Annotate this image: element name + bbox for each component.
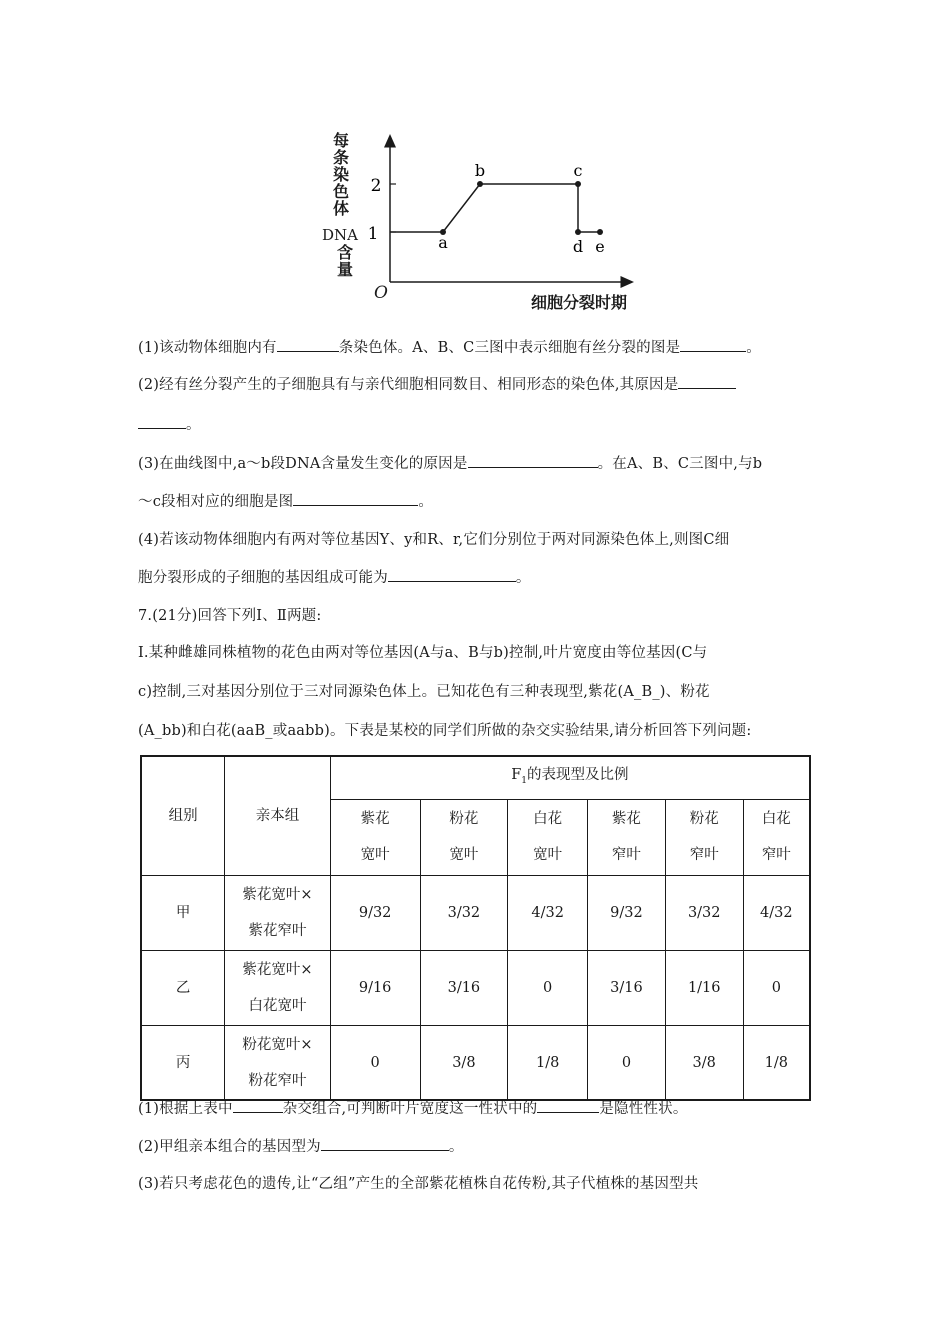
- answer-blank[interactable]: [537, 1098, 599, 1113]
- dna-curve: [390, 184, 600, 232]
- y-tick-2: 2: [370, 176, 382, 196]
- answer-blank[interactable]: [293, 491, 418, 506]
- parent-cell: 粉花宽叶× 粉花窄叶: [225, 1025, 331, 1100]
- value-cell: 3/32: [420, 875, 508, 950]
- graph-ylabel-dna: DNA: [322, 226, 358, 244]
- q6-4: (4)若该动物体细胞内有两对等位基因Y、y和R、r,它们分别位于两对同源染色体上,则图C细: [138, 532, 730, 548]
- q7-intro-2: c)控制,三对基因分别位于三对同源染色体上。已知花色有三种表现型,紫花(A_B_)、粉花: [138, 684, 710, 700]
- phenotype-cell: 紫花 宽叶: [330, 799, 420, 875]
- value-cell: 0: [508, 950, 588, 1025]
- header-f1: $F_1$的表现型及比例: [330, 756, 810, 799]
- value-cell: 3/32: [665, 875, 743, 950]
- answer-blank[interactable]: [277, 337, 339, 352]
- value-cell: 4/32: [743, 875, 810, 950]
- q6-2: (2)经有丝分裂产生的子细胞具有与亲代细胞相同数目、相同形态的染色体,其原因是: [138, 373, 736, 394]
- table-row: [141, 950, 810, 1025]
- graph-ylabel-bottom: 含 量: [336, 243, 353, 279]
- cross-results-table: [140, 755, 811, 1101]
- q7-heading: 7.(21分)回答下列Ⅰ、Ⅱ两题:: [138, 608, 322, 624]
- value-cell: 0: [743, 950, 810, 1025]
- q6-4-cont: 胞分裂形成的子细胞的基因组成可能为 。: [138, 566, 531, 587]
- answer-blank[interactable]: [388, 567, 516, 582]
- q7-intro-3: (A_bb)和白花(aaB_或aabb)。下表是某校的同学们所做的杂交实验结果,请分析回答下列问题:: [138, 723, 752, 739]
- answer-blank[interactable]: [468, 453, 598, 468]
- group-cell: 甲: [141, 875, 225, 950]
- phenotype-cell: 粉花 窄叶: [665, 799, 743, 875]
- table-row: [141, 1025, 810, 1100]
- phenotype-cell: 白花 宽叶: [508, 799, 588, 875]
- value-cell: 9/32: [330, 875, 420, 950]
- value-cell: 0: [330, 1025, 420, 1100]
- header-parent: 亲本组: [225, 756, 331, 875]
- answer-blank[interactable]: [321, 1136, 449, 1151]
- phenotype-cell: 粉花 宽叶: [420, 799, 508, 875]
- y-tick-1: 1: [367, 224, 379, 244]
- value-cell: 1/16: [665, 950, 743, 1025]
- graph-origin: O: [374, 283, 388, 303]
- value-cell: 0: [588, 1025, 666, 1100]
- q6-3-cont: ～c段相对应的细胞是图 。: [138, 490, 433, 511]
- value-cell: 4/32: [508, 875, 588, 950]
- q7-intro-1: Ⅰ.某种雌雄同株植物的花色由两对等位基因(A与a、B与b)控制,叶片宽度由等位基因(C与: [138, 645, 708, 661]
- point-b: [477, 181, 483, 187]
- label-a: a: [438, 233, 448, 252]
- value-cell: 3/16: [420, 950, 508, 1025]
- answer-blank[interactable]: [138, 414, 186, 429]
- phenotype-cell: 紫花 窄叶: [588, 799, 666, 875]
- dna-content-graph: [310, 125, 660, 315]
- value-cell: 1/8: [743, 1025, 810, 1100]
- value-cell: 9/32: [588, 875, 666, 950]
- value-cell: 3/8: [665, 1025, 743, 1100]
- table-row: [141, 875, 810, 950]
- point-c: [575, 181, 581, 187]
- label-c: c: [573, 161, 583, 180]
- header-group: 组别: [141, 756, 225, 875]
- label-b: b: [474, 161, 486, 180]
- phenotype-cell: 白花 窄叶: [743, 799, 810, 875]
- group-cell: 乙: [141, 950, 225, 1025]
- answer-blank[interactable]: [680, 337, 746, 352]
- q6-2-cont: 。: [138, 413, 201, 434]
- label-e: e: [595, 237, 605, 256]
- q7-2: (2)甲组亲本组合的基因型为 。: [138, 1135, 464, 1156]
- answer-blank[interactable]: [678, 374, 736, 389]
- q6-1: (1)该动物体细胞内有 条染色体。A、B、C三图中表示细胞有丝分裂的图是 。: [138, 336, 761, 357]
- graph-xlabel: 细胞分裂时期: [531, 293, 628, 312]
- point-e: [597, 229, 603, 235]
- value-cell: 3/16: [588, 950, 666, 1025]
- graph-ylabel-top: 每 条 染 色 体: [332, 131, 349, 218]
- label-d: d: [572, 237, 584, 256]
- value-cell: 1/8: [508, 1025, 588, 1100]
- group-cell: 丙: [141, 1025, 225, 1100]
- q7-1: (1)根据上表中 杂交组合,可判断叶片宽度这一性状中的 是隐性性状。: [138, 1097, 688, 1118]
- q7-3: (3)若只考虑花色的遗传,让“乙组”产生的全部紫花植株自花传粉,其子代植株的基因型共: [138, 1176, 699, 1192]
- point-d: [575, 229, 581, 235]
- q6-3: (3)在曲线图中,a～b段DNA含量发生变化的原因是 。在A、B、C三图中,与b: [138, 452, 762, 473]
- value-cell: 3/8: [420, 1025, 508, 1100]
- answer-blank[interactable]: [233, 1098, 283, 1113]
- parent-cell: 紫花宽叶× 白花宽叶: [225, 950, 331, 1025]
- parent-cell: 紫花宽叶× 紫花窄叶: [225, 875, 331, 950]
- value-cell: 9/16: [330, 950, 420, 1025]
